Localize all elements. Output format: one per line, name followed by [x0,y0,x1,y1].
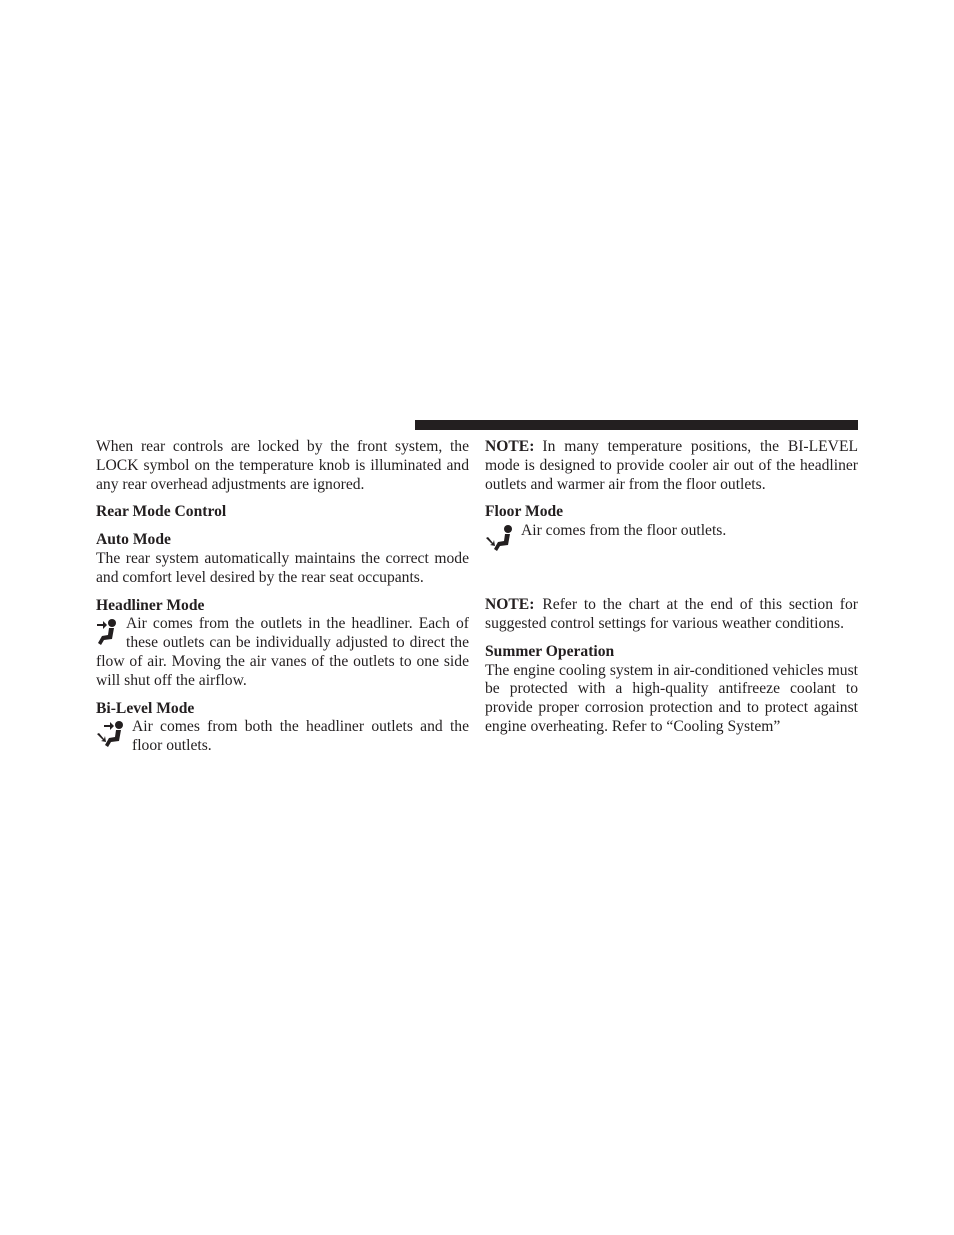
auto-mode-paragraph: The rear system automatically maintains the correct mode and comfort level desired by the rear seat occupants. [96,549,469,586]
note-label: NOTE: [485,438,535,455]
left-column [96,438,469,756]
headliner-mode-icon [96,617,124,651]
bi-level-mode-icon [96,720,130,754]
floor-mode-heading: Floor Mode [485,503,564,521]
floor-mode-icon [485,524,519,558]
headliner-mode-heading: Headliner Mode [96,596,205,614]
floor-mode-paragraph: Air comes from the floor outlets. [521,522,727,540]
auto-mode-heading: Auto Mode [96,531,171,549]
section-header-bar [415,420,858,430]
bi-level-note [485,438,858,494]
headliner-mode-block [96,615,469,690]
floor-mode-block [485,522,858,558]
rear-mode-control-heading: Rear Mode Control [96,503,227,521]
summer-operation-paragraph: The engine cooling system in air-conditioned vehicles must be protected with a high-quality antifreeze coolant to provide proper corrosion protection and to protect against engine overheating. Refer to “Cooling System” [485,661,858,735]
note-label: NOTE: [485,596,535,614]
bi-level-mode-block [96,718,469,756]
summer-operation-heading: Summer Operation [485,642,615,660]
weather-note-text: Refer to the chart at the end of this section for suggested control settings for various weather conditions. [485,596,858,632]
weather-note [485,596,858,634]
bi-level-mode-paragraph: Air comes from both the headliner outlets and the floor outlets. [132,718,469,755]
bi-level-note-text: In many temperature positions, the BI-LEVEL mode is designed to provide cooler air out of the headliner outlets and warmer air from the floor outlets. [485,438,858,493]
headliner-mode-paragraph: Air comes from the outlets in the headliner. Each of these outlets can be individually adjusted to direct the flow of air. Moving the air vanes of the outlets to one side will shut off the airflow. [96,615,469,689]
lock-intro-paragraph: When rear controls are locked by the front system, the LOCK symbol on the temperature knob is illuminated and any rear overhead adjustments are ignored. [96,438,469,493]
right-column [485,438,858,737]
bi-level-mode-heading: Bi-Level Mode [96,699,195,717]
